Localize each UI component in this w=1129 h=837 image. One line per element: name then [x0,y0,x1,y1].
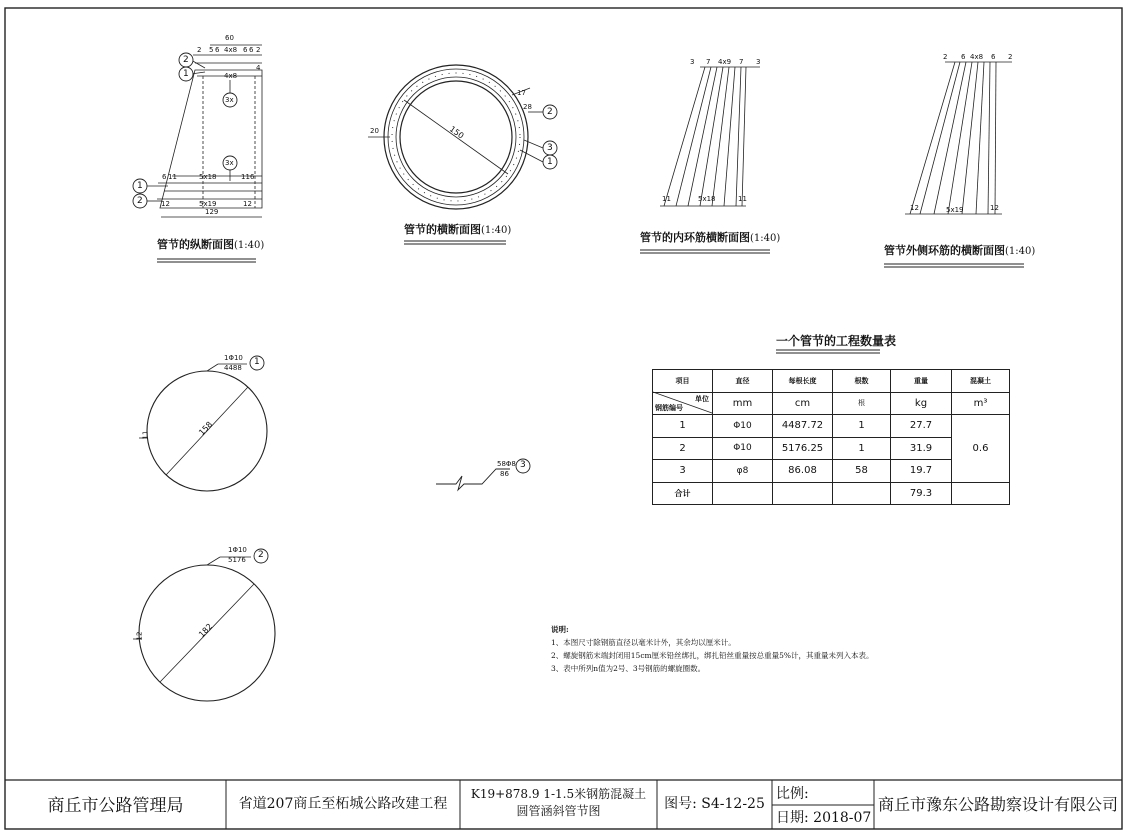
row2-len: 5176.25 [773,437,833,460]
dim-top-c: 6 [215,46,220,54]
bar1-diameter: 158 [197,419,215,438]
cross-marker-1: 1 [547,157,553,167]
bar1-marker: 1 [254,357,260,367]
row3-len: 86.08 [773,460,833,483]
cross-diameter: 150 [447,124,466,141]
bar3-length: 86 [500,470,509,478]
total-label: 合计 [653,482,713,505]
unit-weight: kg [891,392,952,415]
dim-top-d: 6 [243,46,248,54]
project-name: 省道207商丘至柘城公路改建工程 [238,796,448,812]
outer-top-a: 6 [961,53,966,61]
row1-count: 1 [833,415,891,438]
unit-label: 单位 [695,394,709,403]
total-empty-concrete [952,482,1010,505]
marker-2-top: 2 [183,55,189,65]
table-unit-row [653,392,1010,415]
dim-bot-l3: 12 [161,200,170,208]
dim-bot-mid2: 5x19 [199,200,217,208]
bar1-side: 11 [141,430,150,440]
outer-top-l: 2 [943,53,948,61]
drawing-number: 图号: S4-12-25 [664,796,765,812]
bar1-spec: 1Φ10 [224,354,243,362]
marker-2-bottom: 2 [137,196,143,206]
dim-bot-r3: 12 [243,200,252,208]
unit-count: 根 [833,392,891,415]
row1-dia: Φ10 [713,415,773,438]
unit-concrete: m³ [952,392,1010,415]
header-weight: 重量 [891,370,952,393]
inner-top-mid: 4x9 [718,58,732,66]
inner-top-r: 3 [756,58,761,66]
dim-top-b: 5 [209,46,214,54]
unit-len: cm [773,392,833,415]
unit-label-cell [653,392,713,415]
bar2-side: 12 [135,631,144,641]
cross-d28: 28 [523,103,532,111]
row1-no: 1 [653,415,713,438]
row2-count: 1 [833,437,891,460]
longitudinal-section-drawing [146,45,262,217]
note-item-1: 1、本图尺寸除钢筋直径以毫米计外，其余均以厘米计。 [551,638,736,647]
marker-3x-top: 3x [225,96,234,104]
row2-no: 2 [653,437,713,460]
notes-title: 说明: [551,625,569,634]
cross-marker-2: 2 [547,107,553,117]
outer-bot-r: 12 [990,204,999,212]
cross-d17: 17 [517,89,526,97]
concrete-value: 0.6 [952,415,1010,483]
outer-top-b: 6 [991,53,996,61]
table-header-row [653,370,1010,393]
dim-top-mid: 4x8 [224,46,238,54]
outer-bot-mid: 5x19 [946,206,964,214]
longitudinal-title: 管节的纵断面图(1:40) [157,238,265,251]
cross-section-title: 管节的横断面图(1:40) [404,223,512,236]
total-weight: 79.3 [891,482,952,505]
dim-bot-l2: 11 [168,173,177,181]
designer-name: 商丘市豫东公路勘察设计有限公司 [877,794,1118,814]
total-empty-dia [713,482,773,505]
bar3-spec: 58Φ8 [497,460,516,468]
cross-wall: 20 [370,127,379,135]
row3-weight: 19.7 [891,460,952,483]
bar-no-label: 钢筋编号 [655,404,683,412]
inner-ring-title: 管节的内环筋横断面图(1:40) [640,231,781,244]
dim-top-g: 4 [256,64,261,72]
drawing-name [460,780,657,826]
note-item-3: 3、表中所列n值为2号、3号钢筋的螺旋圈数。 [551,664,706,673]
row1-weight: 27.7 [891,415,952,438]
outer-top-mid: 4x8 [970,53,984,61]
outer-ring-drawing [905,62,1012,214]
drawing-name-line2: 圆管涵斜管节图 [516,804,601,818]
dim-bot-r1: 11 [241,173,250,181]
drawing-date: 日期: 2018-07 [776,810,872,826]
dim-top-a: 2 [197,46,202,54]
bar2-marker: 2 [258,550,264,560]
header-count: 根数 [833,370,891,393]
outer-top-r: 2 [1008,53,1013,61]
note-item-2: 2、螺旋钢筋末端封闭用15cm厘米铅丝绑扎，绑扎铅丝重量按总重量5%计，其重量未列入本表。 [551,651,874,660]
table-row [653,415,1010,438]
inner-top-b: 7 [739,58,744,66]
dim-top-e: 6 [249,46,254,54]
header-item: 项目 [653,370,713,393]
row1-len: 4487.72 [773,415,833,438]
header-len: 每根长度 [773,370,833,393]
inner-bot-mid: 5x18 [698,195,716,203]
row2-weight: 31.9 [891,437,952,460]
cross-marker-3: 3 [547,143,553,153]
inner-top-l: 3 [690,58,695,66]
header-concrete: 混凝土 [952,370,1010,393]
header-dia: 直径 [713,370,773,393]
marker-1-top: 1 [183,69,189,79]
outer-bot-l: 12 [910,204,919,212]
authority-name: 商丘市公路管理局 [47,795,184,816]
table-total-row [653,482,1010,505]
bar3-drawing [436,469,510,490]
inner-top-a: 7 [706,58,711,66]
bar2-length: 5176 [228,556,246,564]
bar2-diameter: 182 [197,621,215,640]
dim-top-f: 2 [256,46,261,54]
inner-bot-r: 11 [738,195,747,203]
total-empty-count [833,482,891,505]
notes [551,623,874,675]
dim-bot-mid1: 5x18 [199,173,217,181]
marker-3x-bottom: 3x [225,159,234,167]
outer-ring-title: 管节外侧环筋的横断面图(1:40) [884,244,1036,257]
dim-bot-l1: 6 [162,173,167,181]
quantity-table-title: 一个管节的工程数量表 [776,334,897,348]
row3-count: 58 [833,460,891,483]
inner-ring-drawing [660,67,760,206]
bar1-length: 4488 [224,364,242,372]
drawing-name-line1: K19+878.9 1-1.5米钢筋混凝土 [470,787,647,801]
dim-top-row2: 4x8 [224,72,238,80]
scale-label: 比例: [776,785,809,802]
unit-dia: mm [713,392,773,415]
bar3-marker: 3 [520,460,526,470]
dim-bot-r2: 6 [250,173,255,181]
row2-dia: Φ10 [713,437,773,460]
row3-dia: φ8 [713,460,773,483]
quantity-table [652,369,1010,505]
marker-1-bottom: 1 [137,181,143,191]
dim-bot-total: 129 [205,208,219,216]
inner-bot-l: 11 [662,195,671,203]
total-empty-len [773,482,833,505]
dim-top-total: 60 [225,34,234,42]
bar2-spec: 1Φ10 [228,546,247,554]
row3-no: 3 [653,460,713,483]
